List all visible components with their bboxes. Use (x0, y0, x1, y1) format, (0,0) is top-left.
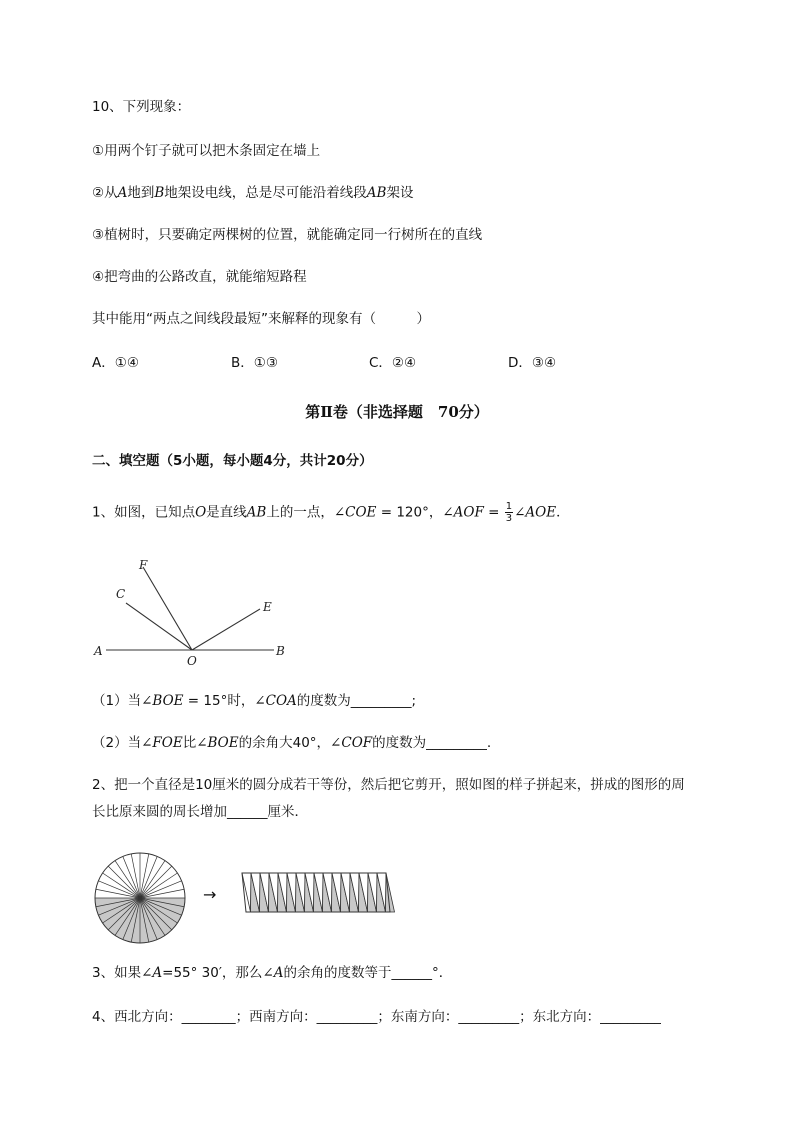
fill1-fraction (505, 501, 513, 524)
fill3-mid: =55° 30′，那么 (162, 965, 263, 981)
q10-stem: 10、下列现象： (92, 99, 191, 115)
q10-item2-a: A (117, 185, 128, 201)
choice-c: C．②④ (369, 355, 417, 371)
choice-a: A．①④ (92, 355, 139, 371)
fill1-eq2: = (483, 504, 504, 521)
q10-item-4: ④把弯曲的公路改直，就能缩短路程 (92, 269, 307, 285)
label-o: O (187, 654, 197, 668)
sub2-boe: ∠BOE (196, 735, 239, 751)
fill1-stem-mid: 是直线 (206, 504, 247, 521)
choice-d: D．③④ (508, 355, 557, 371)
fill1-o: O (195, 504, 207, 521)
sub1-post: 的度数为_________; (296, 693, 417, 709)
q10-item-1: ①用两个钉子就可以把木条固定在墙上 (92, 143, 321, 159)
fill2-line1: 2、把一个直径是10厘米的圆分成若干等份，然后把它剪开，照如图的样子拼起来，拼成的图形的周 (92, 777, 685, 793)
section-title: 第Ⅱ卷（非选择题 70分） (305, 403, 489, 421)
angle-figure (88, 555, 298, 670)
q10-item-2 (92, 184, 413, 202)
fill1-aoe: ∠AOE (514, 504, 557, 521)
fill1-end: ． (556, 504, 570, 521)
sub2-foe: ∠FOE (141, 735, 183, 751)
sub1-mid: 时， (227, 693, 255, 709)
arrow-icon: → (203, 885, 217, 904)
ray-of (143, 567, 192, 650)
circle-sector-line (140, 866, 172, 898)
fill3-line (92, 964, 452, 982)
fill4-line: 4、西北方向：________；西南方向：_________；东南方向：_________；东北方向：_________ (92, 1009, 661, 1025)
ray-oc (126, 603, 192, 650)
label-e: E (263, 600, 272, 614)
q10-item2-mid2: 地架设电线，总是尽可能沿着线段 (164, 185, 367, 201)
sub1-eq: = 15° (183, 693, 228, 709)
q10-item-3: ③植树时，只要确定两棵树的位置，就能确定同一行树所在的直线 (92, 227, 483, 243)
label-a: A (94, 644, 103, 658)
sub1-pre: （1）当 (92, 693, 142, 709)
label-b: B (276, 644, 285, 658)
sub2-mid: 比 (182, 735, 197, 751)
fill1-coe: ∠COE (333, 504, 377, 521)
fill1-sub2 (92, 734, 491, 752)
fill1-stem-mid2: 上的一点， (266, 504, 334, 521)
sub2-mid2: 的余角大40°， (238, 735, 331, 751)
q10-item2-b: B (154, 185, 165, 201)
q10-item2-pre: ②从 (92, 185, 118, 201)
fill1-stem (92, 501, 570, 524)
sub1-boe: ∠BOE (141, 693, 184, 709)
sub1-coa: ∠COA (254, 693, 297, 709)
rearranged-strip-figure (238, 870, 396, 916)
ray-oe (192, 609, 260, 650)
label-f: F (139, 558, 148, 572)
choice-b: B．①③ (231, 355, 278, 371)
q10-item2-ab: AB (366, 185, 387, 201)
sub2-pre: （2）当 (92, 735, 142, 751)
divided-circle-figure (92, 850, 188, 946)
q10-question: 其中能用“两点之间线段最短”来解释的现象有（ ） (92, 311, 430, 327)
strip-white-triangle (242, 873, 251, 912)
label-c: C (116, 587, 126, 601)
fill1-stem-pre: 1、如图，已知点 (92, 504, 196, 521)
fill3-angle2: ∠A (262, 965, 284, 981)
fill1-aof: ∠AOF (442, 504, 484, 521)
sub2-cof: ∠COF (330, 735, 373, 751)
fill3-post: 的余角的度数等于______°． (283, 965, 453, 981)
fill1-sub1 (92, 692, 416, 710)
fraction-denominator: 3 (505, 513, 513, 524)
section-heading: 二、填空题（5小题，每小题4分，共计20分） (92, 453, 373, 469)
fraction-numerator: 1 (505, 501, 513, 512)
q10-item2-mid: 地到 (127, 185, 155, 201)
fill1-ab: AB (246, 504, 267, 521)
q10-item2-post: 架设 (386, 185, 414, 201)
fill3-angle: ∠A (141, 965, 163, 981)
fill1-eq1: = 120°， (376, 504, 443, 521)
fill2-line2: 长比原来圆的周长增加______厘米． (92, 804, 308, 820)
sub2-post: 的度数为_________. (372, 735, 492, 751)
circle-sector-line (108, 866, 140, 898)
fill3-pre: 3、如果 (92, 965, 142, 981)
